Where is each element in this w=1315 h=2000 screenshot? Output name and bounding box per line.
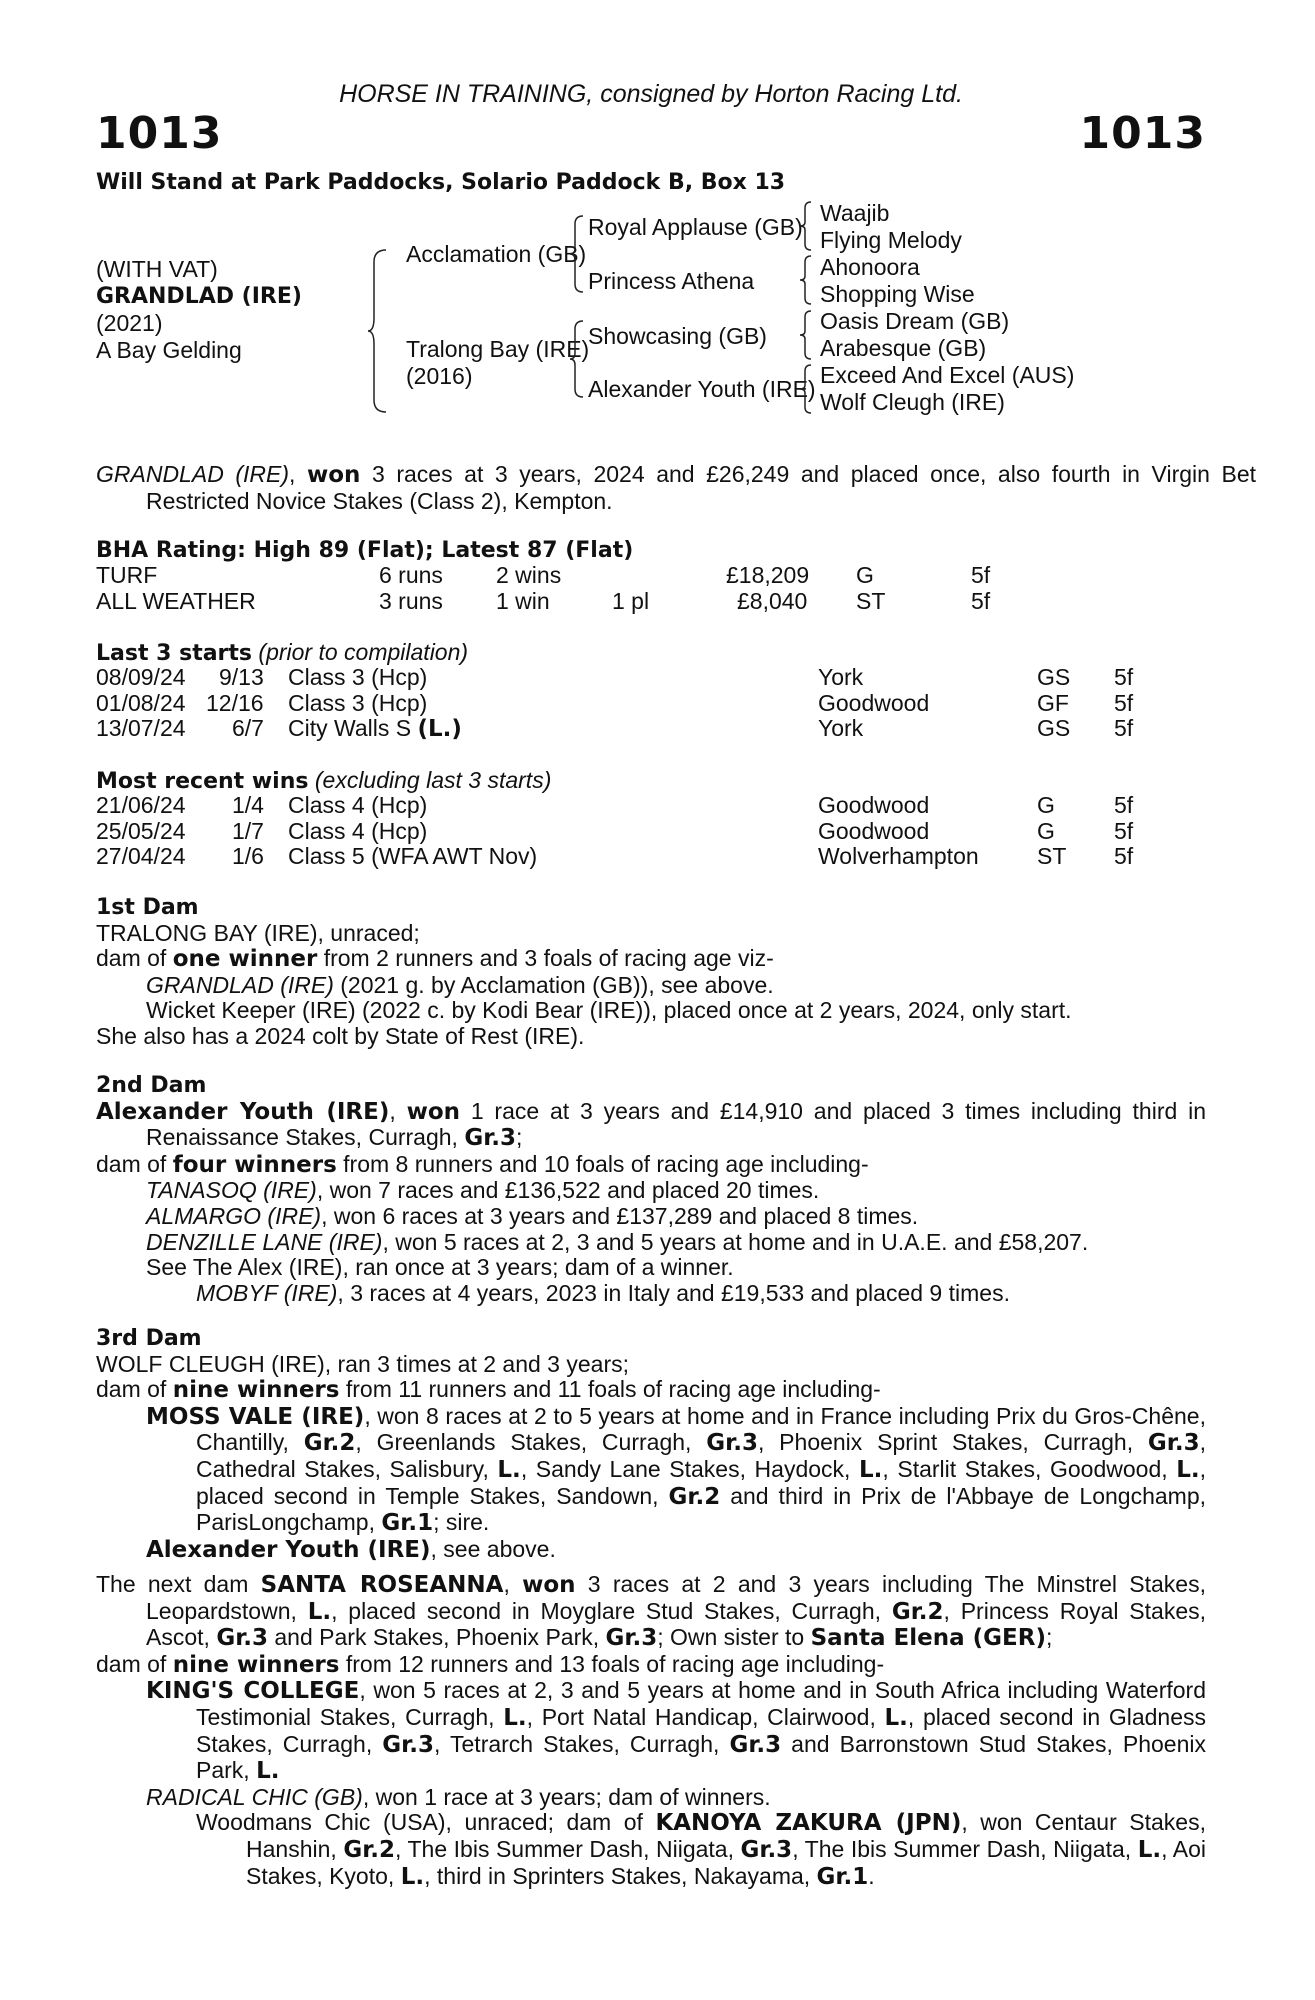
rating-row-allweather xyxy=(96,589,1206,615)
recent-win-row xyxy=(96,819,1206,845)
consignor-subtitle: HORSE IN TRAINING, consigned by Horton Racing Ltd. xyxy=(339,80,963,108)
produce-almargo xyxy=(96,1204,1206,1230)
win-going: G xyxy=(1037,792,1055,818)
recent-wins-note: (excluding last 3 starts) xyxy=(314,767,552,793)
dam-of-text: dam of xyxy=(96,1376,173,1403)
rating-runs: 6 runs xyxy=(379,562,443,588)
first-dam-produce-summary xyxy=(96,946,1206,973)
second-dam-record: Alexander Youth (IRE), won 1 race at 3 years and £14,910 and placed 3 times including third in Renaissance Stakes, Curragh, Gr.3; xyxy=(96,1097,1206,1152)
pedigree-brace-g3-1 xyxy=(799,200,815,252)
produce-name: TANASOQ (IRE) xyxy=(146,1177,317,1204)
vat-note: (WITH VAT) xyxy=(96,256,218,282)
win-distance: 5f xyxy=(1114,843,1134,870)
last-start-row xyxy=(96,665,1206,691)
start-going: GS xyxy=(1037,715,1071,742)
produce-text: , won 1 race at 3 years; dam of winners. xyxy=(362,1783,771,1810)
third-dam-line: WOLF CLEUGH (IRE), ran 3 times at 2 and 3 years; xyxy=(96,1350,629,1377)
pedigree-sire-dam: Princess Athena xyxy=(588,268,755,294)
second-dam-heading: 2nd Dam xyxy=(96,1073,207,1098)
pedigree-g4-1: Waajib xyxy=(820,200,890,226)
produce-see-the-alex: See The Alex (IRE), ran once at 3 years; dam of a winner. xyxy=(146,1254,734,1281)
produce-mobyf xyxy=(96,1281,1206,1307)
rating-runs: 3 runs xyxy=(379,587,443,614)
produce-name: DENZILLE LANE (IRE) xyxy=(146,1228,383,1255)
rating-heading: BHA Rating: High 89 (Flat); Latest 87 (Flat) xyxy=(96,538,634,563)
dam-of-text: dam of xyxy=(96,1150,173,1177)
produce-text: (2021 g. by Acclamation (GB)), see above. xyxy=(333,971,774,998)
produce-text: , see above. xyxy=(430,1535,556,1562)
rating-prize: £8,040 xyxy=(737,587,808,614)
second-dam-name: Alexander Youth (IRE) xyxy=(96,1098,390,1125)
produce-wicket-keeper: Wicket Keeper (IRE) (2022 c. by Kodi Bear (IRE)), placed once at 2 years, 2024, only start. xyxy=(146,997,1072,1024)
last-starts-table xyxy=(96,665,1206,742)
winners-count: four winners xyxy=(172,1151,337,1178)
last-start-row xyxy=(96,691,1206,717)
first-dam-heading: 1st Dam xyxy=(96,895,199,920)
last-start-row xyxy=(96,716,1206,742)
summary-text: 3 races at 3 years, 2024 and £26,249 and placed once, also fourth in Virgin Bet Restricted Novice Stakes (Class 2), Kempton. xyxy=(146,461,1257,514)
rating-distance: 5f xyxy=(971,562,991,588)
pedigree-brace-g3-4 xyxy=(799,363,815,415)
rating-wins: 2 wins xyxy=(496,562,562,588)
pedigree-g4-7: Exceed And Excel (AUS) xyxy=(820,362,1075,388)
rating-row-turf xyxy=(96,563,1206,589)
pedigree-brace-g3-2 xyxy=(799,254,815,306)
rating-going: ST xyxy=(856,587,886,614)
next-dam-record: The next dam SANTA ROSEANNA, won 3 races at 2 and 3 years including The Minstrel Stakes, Leopardstown, L., placed second in Moyglare Stud Stakes, Curragh, Gr.2, Princess Royal Stakes, Ascot, Gr.3 and Park Stakes, Phoenix Park, Gr.3; Own sister to Santa Elena (GER); xyxy=(96,1571,1207,1652)
next-dam-section xyxy=(96,1572,1206,1890)
lot-number-left: 1013 xyxy=(96,108,223,159)
start-race: Class 3 (Hcp) xyxy=(288,689,428,716)
produce-name: ALMARGO (IRE) xyxy=(146,1202,322,1229)
second-dam-produce-summary xyxy=(96,1152,1206,1179)
pedigree-dam-sire: Showcasing (GB) xyxy=(588,323,767,349)
start-distance: 5f xyxy=(1114,715,1134,742)
pedigree-g4-8: Wolf Cleugh (IRE) xyxy=(820,389,1005,415)
win-going: G xyxy=(1037,817,1055,844)
produce-name: Alexander Youth (IRE) xyxy=(146,1536,431,1563)
winners-count: nine winners xyxy=(172,1377,340,1404)
horse-description: A Bay Gelding xyxy=(96,337,242,363)
produce-grandlad xyxy=(96,973,1206,999)
third-dam-heading: 3rd Dam xyxy=(96,1326,202,1351)
pedigree-brace-main xyxy=(368,248,392,414)
produce-radical-chic xyxy=(96,1785,1206,1811)
produce-name: GRANDLAD (IRE) xyxy=(146,971,334,998)
produce-name: MOSS VALE (IRE) xyxy=(146,1403,365,1430)
won-label: won xyxy=(406,1098,461,1125)
start-going: GS xyxy=(1037,664,1071,690)
rating-going: G xyxy=(856,562,874,588)
start-distance: 5f xyxy=(1114,664,1134,690)
produce-moss-vale: MOSS VALE (IRE), won 8 races at 2 to 5 years at home and in France including Prix du Gros-Chêne, Chantilly, Gr.2, Greenlands Stakes, Curragh, Gr.3, Phoenix Sprint Stakes, Curragh, Gr.3, Cathedral Stakes, Salisbury, L., Sandy Lane Stakes, Haydock, L., Starlit Stakes, Goodwood, L., placed second in Temple Stakes, Sandown, Gr.2 and third in Prix de l'Abbaye de Longchamp, ParisLongchamp, Gr.1; sire. xyxy=(146,1402,1207,1537)
win-date: 21/06/24 xyxy=(96,792,186,818)
rating-table xyxy=(96,563,1206,614)
winners-count: nine winners xyxy=(172,1651,340,1678)
pedigree-horse xyxy=(96,256,302,364)
horse-name: GRANDLAD (IRE) xyxy=(96,284,302,309)
pedigree-g4-2: Flying Melody xyxy=(820,227,962,253)
start-course: Goodwood xyxy=(818,689,930,716)
listed-badge: (L.) xyxy=(417,716,462,743)
start-date: 13/07/24 xyxy=(96,715,186,742)
pedigree-g4-4: Shopping Wise xyxy=(820,281,975,307)
next-dam-name: SANTA ROSEANNA xyxy=(260,1572,504,1598)
win-course: Wolverhampton xyxy=(818,843,979,870)
recent-win-row xyxy=(96,844,1206,870)
summary-won: won xyxy=(307,462,361,488)
pedigree-dam-dam: Alexander Youth (IRE) xyxy=(588,376,816,402)
last-starts-heading-line xyxy=(96,640,1206,667)
stand-location: Will Stand at Park Paddocks, Solario Paddock B, Box 13 xyxy=(96,170,786,195)
pedigree-sire: Acclamation (GB) xyxy=(406,241,587,267)
pedigree-brace-g3-3 xyxy=(799,309,815,361)
start-date: 08/09/24 xyxy=(96,664,186,690)
produce-kings-college: KING'S COLLEGE, won 5 races at 2, 3 and 5 years at home and in South Africa including Waterford Testimonial Stakes, Curragh, L., Port Natal Handicap, Clairwood, L., placed second in Gladness Stakes, Curragh, Gr.3, Tetrarch Stakes, Curragh, Gr.3 and Barronstown Stud Stakes, Phoenix Park, L. xyxy=(146,1677,1207,1785)
record-end: ; xyxy=(516,1124,523,1151)
produce-text: , won 7 races and £136,522 and placed 20 times. xyxy=(316,1177,820,1204)
lot-number-right: 1013 xyxy=(1079,108,1206,159)
recent-wins-table xyxy=(96,793,1206,870)
start-position: 6/7 xyxy=(232,715,264,742)
dam-of-text: dam of xyxy=(96,945,173,972)
start-date: 01/08/24 xyxy=(96,689,186,716)
last-starts-heading: Last 3 starts xyxy=(96,641,253,666)
start-race: Class 3 (Hcp) xyxy=(288,664,428,690)
produce-woodmans-chic: Woodmans Chic (USA), unraced; dam of KANOYA ZAKURA (JPN), won Centaur Stakes, Hanshin, Gr.2, The Ibis Summer Dash, Niigata, Gr.3, The Ibis Summer Dash, Niigata, L., Aoi Stakes, Kyoto, L., third in Sprinters Stakes, Nakayama, Gr.1. xyxy=(196,1809,1206,1890)
dam-of-rest: from 8 runners and 10 foals of racing age including- xyxy=(336,1150,869,1177)
rating-surface: ALL WEATHER xyxy=(96,587,256,614)
next-dam-produce-summary: dam of nine winners from 12 runners and 13 foals of racing age including- xyxy=(96,1650,885,1678)
win-position: 1/4 xyxy=(232,792,264,818)
start-race xyxy=(288,716,462,743)
pedigree-dam: Tralong Bay (IRE) xyxy=(406,336,590,362)
rating-surface: TURF xyxy=(96,562,158,588)
pedigree-dam-year: (2016) xyxy=(406,363,473,389)
group-badge: Gr.3 xyxy=(464,1125,517,1152)
horse-year: (2021) xyxy=(96,310,163,336)
catalogue-page xyxy=(96,0,1257,2000)
rating-prize: £18,209 xyxy=(726,562,810,588)
first-dam-line: TRALONG BAY (IRE), unraced; xyxy=(96,919,420,946)
produce-tanasoq xyxy=(96,1178,1206,1204)
win-course: Goodwood xyxy=(818,817,930,844)
start-course: York xyxy=(818,715,864,742)
produce-text: , 3 races at 4 years, 2023 in Italy and £19,533 and placed 9 times. xyxy=(337,1279,1010,1306)
produce-text: , won 6 races at 3 years and £137,289 and placed 8 times. xyxy=(321,1202,919,1229)
winners-count: one winner xyxy=(172,946,318,973)
third-dam-section xyxy=(96,1326,1206,1563)
start-going: GF xyxy=(1037,689,1069,716)
win-course: Goodwood xyxy=(818,792,930,818)
win-race: Class 4 (Hcp) xyxy=(288,817,428,844)
start-course: York xyxy=(818,664,864,690)
rating-distance: 5f xyxy=(971,587,991,614)
start-distance: 5f xyxy=(1114,689,1134,716)
produce-name: MOBYF (IRE) xyxy=(196,1279,338,1306)
first-dam-also: She also has a 2024 colt by State of Rest (IRE). xyxy=(96,1022,585,1049)
win-distance: 5f xyxy=(1114,792,1134,818)
pedigree-g4-3: Ahonoora xyxy=(820,254,920,280)
win-position: 1/6 xyxy=(232,843,264,870)
produce-name: KING'S COLLEGE xyxy=(146,1678,360,1705)
produce-name: RADICAL CHIC (GB) xyxy=(146,1783,363,1810)
record-text: 1 race at 3 years and £14,910 and placed 3 times including third in Renaissance Stakes, Curragh, xyxy=(146,1097,1206,1151)
win-race: Class 4 (Hcp) xyxy=(288,792,428,818)
rating-places: 1 pl xyxy=(612,587,650,614)
win-race: Class 5 (WFA AWT Nov) xyxy=(288,843,538,870)
dam-of-rest: from 2 runners and 3 foals of racing age viz- xyxy=(317,945,774,972)
race-summary: GRANDLAD (IRE), won 3 races at 3 years, 2024 and £26,249 and placed once, also fourth in Virgin Bet Restricted Novice Stakes (Class 2), Kempton. xyxy=(96,461,1257,514)
produce-alexander-youth xyxy=(96,1537,1206,1564)
summary-horse-name: GRANDLAD (IRE) xyxy=(96,461,290,487)
win-going: ST xyxy=(1037,843,1067,870)
dam-of-rest: from 11 runners and 11 foals of racing age including- xyxy=(339,1376,881,1403)
second-dam-section xyxy=(96,1073,1206,1306)
pedigree-g4-6: Arabesque (GB) xyxy=(820,335,987,361)
start-position: 12/16 xyxy=(206,689,264,716)
produce-text: , won 5 races at 2, 3 and 5 years at home and in U.A.E. and £58,207. xyxy=(382,1228,1089,1255)
produce-name: KANOYA ZAKURA (JPN) xyxy=(655,1810,962,1837)
win-date: 27/04/24 xyxy=(96,843,186,870)
start-position: 9/13 xyxy=(219,664,264,690)
win-distance: 5f xyxy=(1114,817,1134,844)
start-race-name: City Walls S xyxy=(288,715,418,742)
first-dam-section xyxy=(96,895,1206,1050)
win-position: 1/7 xyxy=(232,817,264,844)
recent-wins-heading: Most recent wins xyxy=(96,769,309,794)
pedigree-g4-5: Oasis Dream (GB) xyxy=(820,308,1010,334)
win-date: 25/05/24 xyxy=(96,817,186,844)
produce-denzille-lane xyxy=(96,1230,1206,1256)
pedigree-sire-sire: Royal Applause (GB) xyxy=(588,214,803,240)
pedigree-brace-sire xyxy=(569,214,587,294)
rating-wins: 1 win xyxy=(496,587,550,614)
last-starts-note: (prior to compilation) xyxy=(258,639,469,665)
pedigree-brace-dam xyxy=(569,319,587,399)
sister-name: Santa Elena (GER) xyxy=(810,1625,1046,1652)
recent-win-row xyxy=(96,793,1206,819)
recent-wins-heading-line xyxy=(96,768,1206,795)
third-dam-produce-summary xyxy=(96,1377,1206,1404)
